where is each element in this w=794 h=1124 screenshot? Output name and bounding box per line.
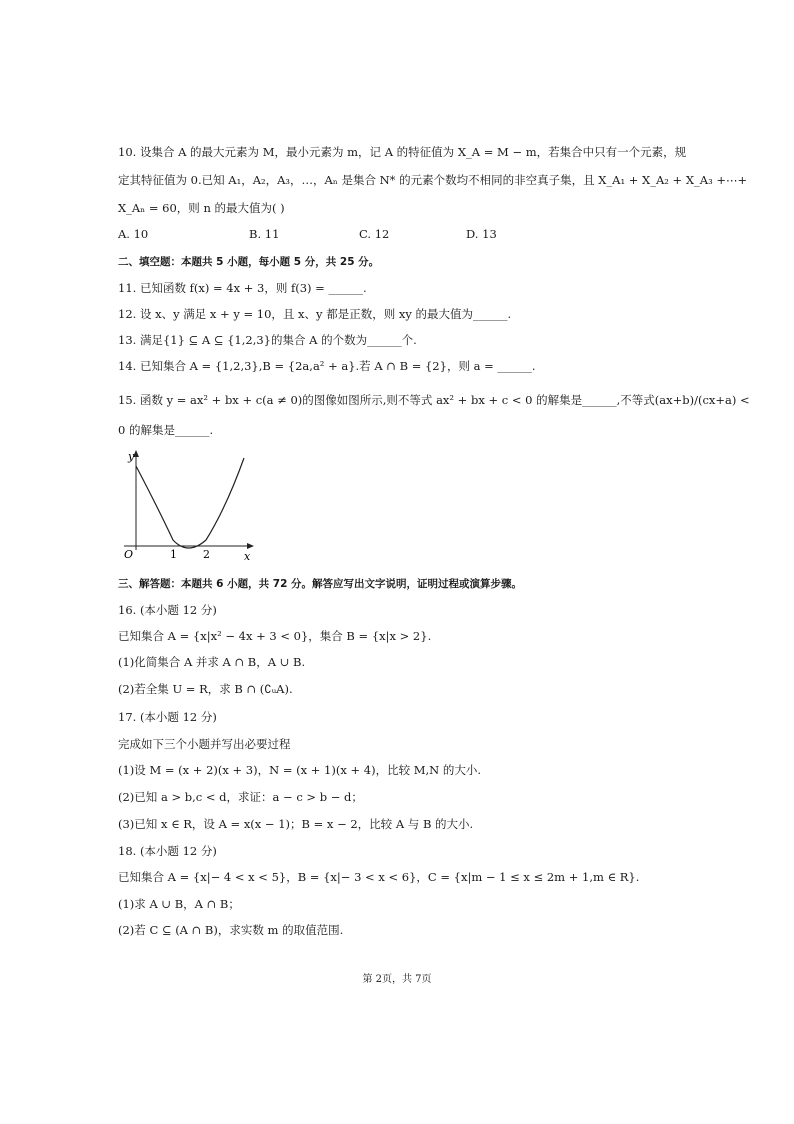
q16-stem: 已知集合 A = {x|x² − 4x + 3 < 0}，集合 B = {x|x > 2}. <box>118 629 432 643</box>
x-axis-label: x <box>244 550 251 563</box>
origin-label: O <box>124 548 134 561</box>
q17-heading: 17. (本小题 12 分) <box>118 710 217 724</box>
section-2-heading: 二、填空题：本题共 5 小题，每小题 5 分，共 25 分。 <box>118 256 380 268</box>
tick-label-2: 2 <box>203 548 210 561</box>
page-footer: 第 2页，共 7页 <box>362 974 432 985</box>
q18-part-2: (2)若 C ⊆ (A ∩ B)，求实数 m 的取值范围. <box>118 923 344 937</box>
q18-stem: 已知集合 A = {x|− 4 < x < 5}，B = {x|− 3 < x < 6}，C = {x|m − 1 ≤ x ≤ 2m + 1,m ∈ R}. <box>118 870 640 884</box>
q17-part-3: (3)已知 x ∈ R，设 A = x(x − 1)；B = x − 2，比较 A 与 B 的大小. <box>118 817 474 831</box>
q18-heading: 18. (本小题 12 分) <box>118 844 217 858</box>
q16-part-1: (1)化简集合 A 并求 A ∩ B，A ∪ B. <box>118 655 306 669</box>
q10-option-c: C. 12 <box>359 227 390 241</box>
question-13: 13. 满足{1} ⊆ A ⊆ {1,2,3}的集合 A 的个数为______个. <box>118 333 417 347</box>
question-14: 14. 已知集合 A = {1,2,3},B = {2a,a² + a}.若 A ∩ B = {2}，则 a = ______. <box>118 359 536 373</box>
question-11: 11. 已知函数 f(x) = 4x + 3，则 f(3) = ______. <box>118 281 367 295</box>
q10-option-b: B. 11 <box>249 227 280 241</box>
q15-line-2: 0 的解集是______. <box>118 423 214 437</box>
q10-option-a: A. 10 <box>118 227 149 241</box>
parabola-curve <box>136 458 244 548</box>
q10-line-3: X_Aₙ = 60，则 n 的最大值为( ) <box>118 201 285 215</box>
question-12: 12. 设 x、y 满足 x + y = 10，且 x、y 都是正数，则 xy 的最大值为______. <box>118 307 512 321</box>
q17-part-1: (1)设 M = (x + 2)(x + 3)，N = (x + 1)(x + 4)，比较 M,N 的大小. <box>118 763 482 777</box>
q16-part-2: (2)若全集 U = R，求 B ∩ (∁ᵤA). <box>118 682 293 696</box>
q10-line-2: 定其特征值为 0.已知 A₁，A₂，A₃，…，Aₙ 是集合 N* 的元素个数均不相同的非空真子集，且 X_A₁ + X_A₂ + X_A₃ +⋯+ <box>118 173 748 187</box>
q17-stem: 完成如下三个小题并写出必要过程 <box>118 737 291 751</box>
parabola-graph <box>118 448 260 564</box>
q10-option-d: D. 13 <box>466 227 497 241</box>
q16-heading: 16. (本小题 12 分) <box>118 603 217 617</box>
y-axis-label: y <box>128 450 135 463</box>
q17-part-2: (2)已知 a > b,c < d，求证：a − c > b − d； <box>118 790 363 804</box>
q18-part-1: (1)求 A ∪ B，A ∩ B； <box>118 897 240 911</box>
tick-label-1: 1 <box>170 548 177 561</box>
q15-line-1: 15. 函数 y = ax² + bx + c(a ≠ 0)的图像如图所示,则不等式 ax² + bx + c < 0 的解集是______,不等式(ax+b)/(cx+a) < <box>118 393 750 407</box>
section-3-heading: 三、解答题：本题共 6 小题，共 72 分。解答应写出文字说明，证明过程或演算步骤。 <box>118 578 523 590</box>
q10-line-1: 10. 设集合 A 的最大元素为 M，最小元素为 m，记 A 的特征值为 X_A = M − m，若集合中只有一个元素，规 <box>118 145 687 159</box>
x-axis-arrow <box>247 543 254 549</box>
